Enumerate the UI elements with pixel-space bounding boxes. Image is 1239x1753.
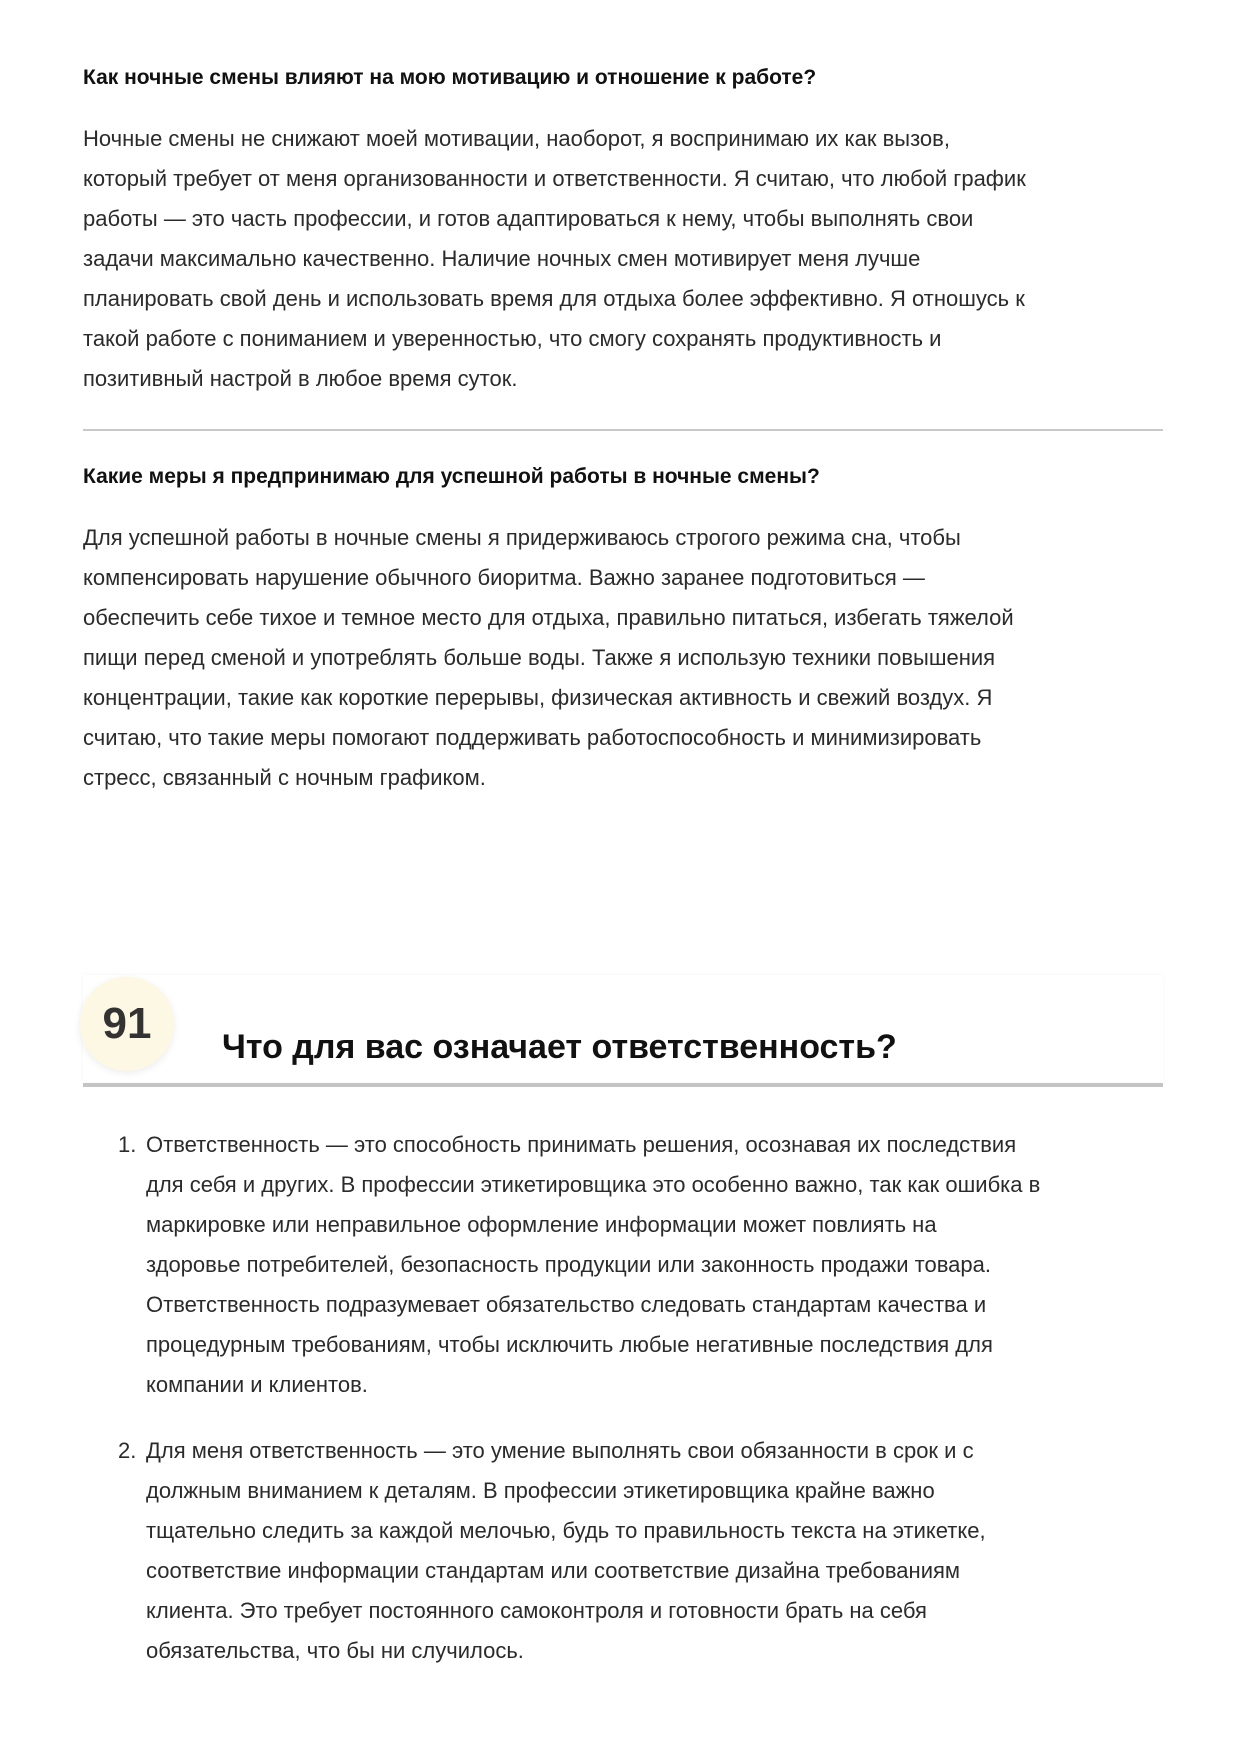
- text-line: соответствие информации стандартам или соответствие дизайна требованиям: [146, 1558, 961, 1583]
- text-line: планировать свой день и использовать время для отдыха более эффективно. Я отношусь к: [83, 286, 1025, 311]
- text-line: работы — это часть профессии, и готов адаптироваться к нему, чтобы выполнять свои: [83, 206, 974, 231]
- list-item: [118, 1125, 1040, 1405]
- text-line: концентрации, такие как короткие перерывы, физическая активность и свежий воздух. Я: [83, 685, 993, 710]
- section-divider: [83, 1083, 1163, 1087]
- text-line: пищи перед сменой и употреблять больше воды. Также я использую техники повышения: [83, 645, 996, 670]
- text-line: обязательства, что бы ни случилось.: [146, 1638, 524, 1663]
- text-line: для себя и других. В профессии этикетировщика это особенно важно, так как ошибка в: [146, 1172, 1041, 1197]
- text-line: тщательно следить за каждой мелочью, будь то правильность текста на этикетке,: [146, 1518, 986, 1543]
- answer-paragraph: [83, 518, 1163, 798]
- answer-paragraph: [83, 119, 1163, 399]
- text-line: Ответственность — это способность принимать решения, осознавая их последствия: [146, 1132, 1017, 1157]
- qa-block-measures: [83, 465, 1163, 798]
- text-line: который требует от меня организованности и ответственности. Я считаю, что любой график: [83, 166, 1026, 191]
- section-title: Что для вас означает ответственность?: [222, 1028, 897, 1067]
- text-line: здоровье потребителей, безопасность продукции или законность продажи товара.: [146, 1252, 991, 1277]
- text-line: стресс, связанный с ночным графиком.: [83, 765, 486, 790]
- list-marker: 1.: [118, 1132, 137, 1157]
- question-heading: Как ночные смены влияют на мою мотивацию и отношение к работе?: [83, 66, 817, 89]
- question-heading: Какие меры я предпринимаю для успешной работы в ночные смены?: [83, 465, 820, 488]
- text-line: Для меня ответственность — это умение выполнять свои обязанности в срок и с: [146, 1438, 974, 1463]
- text-line: должным вниманием к деталям. В профессии этикетировщика крайне важно: [146, 1478, 935, 1503]
- list-item: [118, 1431, 986, 1671]
- text-line: компании и клиентов.: [146, 1372, 368, 1397]
- text-line: такой работе с пониманием и уверенностью, что смогу сохранять продуктивность и: [83, 326, 942, 351]
- text-line: Ночные смены не снижают моей мотивации, наоборот, я воспринимаю их как вызов,: [83, 126, 950, 151]
- text-line: процедурным требованиям, чтобы исключить любые негативные последствия для: [146, 1332, 993, 1357]
- text-line: Для успешной работы в ночные смены я придерживаюсь строгого режима сна, чтобы: [83, 525, 961, 550]
- text-line: обеспечить себе тихое и темное место для отдыха, правильно питаться, избегать тяжелой: [83, 605, 1014, 630]
- section-number-badge: 91: [80, 977, 174, 1071]
- list-marker: 2.: [118, 1438, 137, 1463]
- section-header: [83, 975, 1163, 1082]
- text-line: компенсировать нарушение обычного биоритма. Важно заранее подготовиться —: [83, 565, 925, 590]
- divider: [83, 429, 1163, 431]
- text-line: клиента. Это требует постоянного самоконтроля и готовности брать на себя: [146, 1598, 927, 1623]
- qa-block-motivation: [83, 66, 1163, 399]
- text-line: Ответственность подразумевает обязательство следовать стандартам качества и: [146, 1292, 987, 1317]
- text-line: позитивный настрой в любое время суток.: [83, 366, 518, 391]
- text-line: задачи максимально качественно. Наличие ночных смен мотивирует меня лучше: [83, 246, 921, 271]
- text-line: считаю, что такие меры помогают поддерживать работоспособность и минимизировать: [83, 725, 982, 750]
- text-line: маркировке или неправильное оформление информации может повлиять на: [146, 1212, 937, 1237]
